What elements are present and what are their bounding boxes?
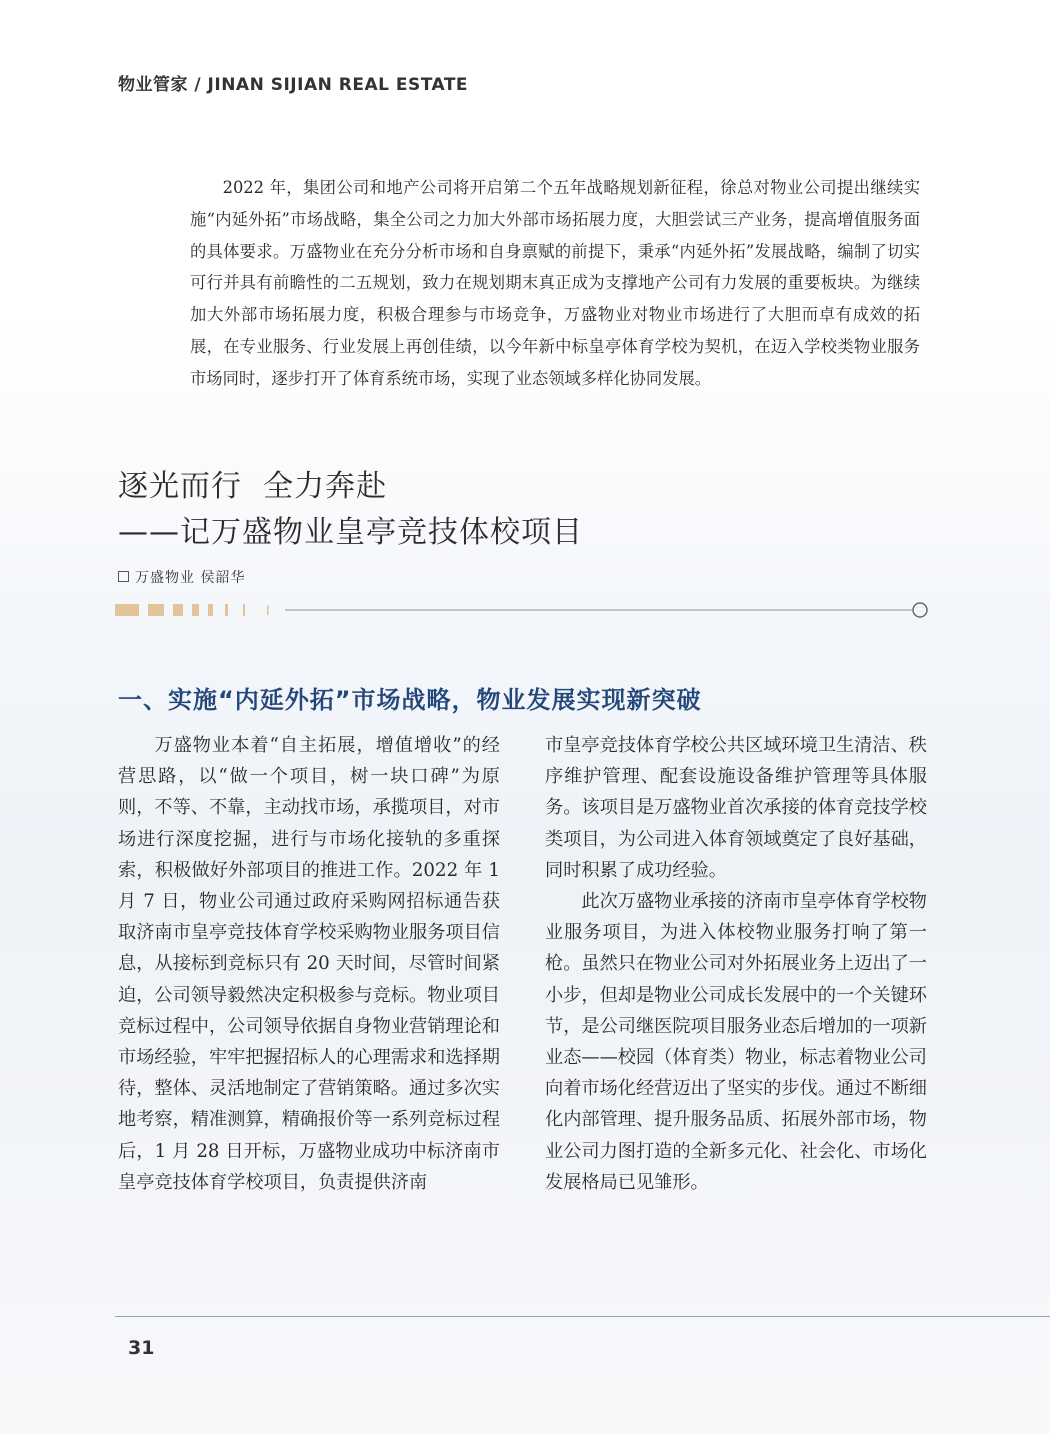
body-paragraph-1-continued: 市皇亭竞技体育学校公共区域环境卫生清洁、秩序维护管理、配套设施设备维护管理等具体服务。该项目是万盛物业首次承接的体育竞技学校类项目，为公司进入体育领域奠定了良好基础，同时积累了成功经验。 — [545, 735, 927, 881]
article-title-line-2: ——记万盛物业皇亭竞技体校项目 — [118, 515, 583, 550]
running-header: 物业管家 / JINAN SIJIAN REAL ESTATE — [118, 75, 469, 95]
byline — [118, 567, 245, 587]
square-bullet-icon — [118, 571, 129, 582]
divider-end-circle-icon — [913, 603, 927, 617]
body-paragraph-1: 万盛物业本着“自主拓展，增值增收”的经营思路，以“做一个项目，树一块口碑”为原则，不等、不靠，主动找市场，承揽项目，对市场进行深度挖掘，进行与市场化接轨的多重探索，积极做好外部项目的推进工作。2022 年 1 月 7 日，物业公司通过政府采购网招标通告获取济南市皇亭竞技体育学校采购物业服务项目信息，从接标到竞标只有 20 天时间，尽管时间紧迫，公司领导毅然决定积极参与竞标。物业项目竞标过程中，公司领导依据自身物业营销理论和市场经验，牢牢把握招标人的心理需求和选择期待，整体、灵活地制定了营销策略。通过多次实地考察，精准测算，精确报价等一系列竞标过程后，1 月 28 日开标，万盛物业成功中标济南市皇亭竞技体育学校项目，负责提供济南 — [118, 735, 500, 1193]
decorative-divider — [115, 601, 930, 621]
tan-block-5 — [208, 604, 213, 616]
intro-paragraph: 2022 年，集团公司和地产公司将开启第二个五年战略规划新征程，徐总对物业公司提出继续实施“内延外拓”市场战略，集全公司之力加大外部市场拓展力度，大胆尝试三产业务，提高增值服务面的具体要求。万盛物业在充分分析市场和自身禀赋的前提下，秉承“内延外拓”发展战略，编制了切实可行并具有前瞻性的二五规划，致力在规划期末真正成为支撑地产公司有力发展的重要板块。为继续加大外部市场拓展力度，积极合理参与市场竞争，万盛物业对物业市场进行了大胆而卓有成效的拓展，在专业服务、行业发展上再创佳绩，以今年新中标皇亭体育学校为契机，在迈入学校类物业服务市场同时，逐步打开了体育系统市场，实现了业态领域多样化协同发展。 — [190, 178, 920, 388]
left-column — [118, 730, 500, 1198]
tan-block-8 — [267, 605, 269, 615]
tan-block-2 — [148, 604, 164, 616]
body-paragraph-2: 此次万盛物业承接的济南市皇亭体育学校物业服务项目，为进入体校物业服务打响了第一枪。虽然只在物业公司对外拓展业务上迈出了一小步，但却是物业公司成长发展中的一个关键环节，是公司继医院项目服务业态后增加的一项新业态——校园（体育类）物业，标志着物业公司向着市场化经营迈出了坚实的步伐。通过不断细化内部管理、提升服务品质、拓展外部市场，物业公司力图打造的全新多元化、社会化、市场化发展格局已见雏形。 — [545, 891, 927, 1193]
footer-rule — [115, 1316, 1050, 1317]
tan-block-3 — [173, 604, 183, 616]
article-title — [118, 466, 583, 554]
tan-block-1 — [115, 604, 139, 616]
tan-block-6 — [225, 604, 228, 616]
section-heading-1: 一、实施“内延外拓”市场战略，物业发展实现新突破 — [118, 686, 702, 714]
article-title-line-1: 逐光而行 全力奔赴 — [118, 469, 388, 504]
page-number: 31 — [128, 1337, 155, 1359]
byline-author: 万盛物业 侯韶华 — [135, 570, 246, 586]
tan-block-4 — [192, 604, 199, 616]
tan-block-7 — [243, 604, 245, 616]
right-column — [545, 730, 927, 1198]
tan-bar-blocks — [115, 604, 269, 616]
